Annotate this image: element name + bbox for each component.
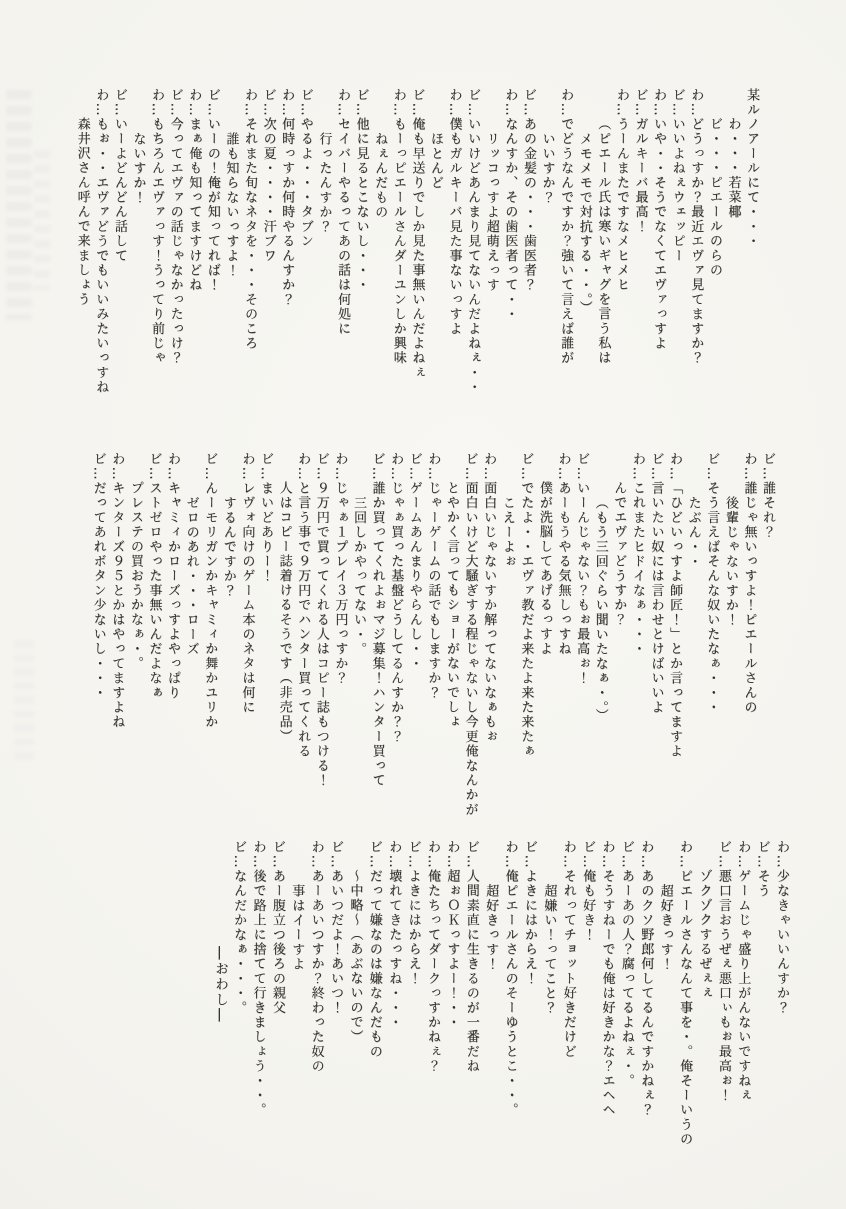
dialogue-line: （ピエール氏は寒いギャグを言う私は bbox=[595, 117, 611, 366]
dialogue-line: ビ…あの金髪の・・・歯医者？ bbox=[520, 88, 536, 293]
dialogue-line: ビ…なんだかなぁ・・・。 bbox=[231, 840, 247, 1016]
dialogue-line: ビ…ガルキーバ最高！ bbox=[632, 88, 648, 234]
dialogue-line: ビ…よきにはからえ！ bbox=[405, 840, 421, 986]
dialogue-line: 森井沢さん呼んで来ましょう bbox=[74, 117, 90, 307]
dialogue-line: わ…もぉ・・エヴァどうでもいいみたいっすね bbox=[93, 88, 109, 395]
dialogue-line: わ…あーあいつすか？終わった奴の bbox=[308, 840, 324, 1074]
dialogue-line: ないすか！ bbox=[130, 131, 146, 205]
dialogue-line: 事はイーすよ bbox=[289, 883, 305, 972]
dialogue-line: わ…「ひどいっすよ師匠！」とか言ってますよ bbox=[667, 452, 683, 759]
dialogue-line: 超好きっす！ bbox=[657, 883, 673, 972]
dialogue-line: 人はコピー誌着けるそうです（非売品） bbox=[276, 481, 292, 744]
dialogue-line: わ…じゃーゲームの話でもしますか？ bbox=[425, 452, 441, 701]
dialogue-line: わ…あーもうやる気無しっすね bbox=[555, 452, 571, 657]
dialogue-line: ビ…あー腹立つ後ろの親父 bbox=[269, 840, 285, 1016]
dialogue-line: こえーよぉ bbox=[499, 495, 515, 569]
dialogue-line: わ…そうすねーでも俺は好きかな？エヘヘ bbox=[599, 840, 615, 1118]
dialogue-line: 誰も知らないっすよ！ bbox=[223, 131, 239, 278]
dialogue-line: わ…後で路上に捨てて行きましょう・・。 bbox=[250, 840, 266, 1118]
dialogue-line: わ…じゃぁ買った基盤どうしてるんすか？？ bbox=[388, 452, 404, 744]
dialogue-line: ゾクゾクするぜぇぇ bbox=[696, 869, 712, 1001]
bleedthrough-smudge bbox=[6, 90, 32, 320]
dialogue-line: 僕が洗脳してあげるっすよ bbox=[536, 481, 552, 657]
dialogue-line: わ…レヴォ向けのゲーム本のネタは何に bbox=[239, 452, 255, 715]
dialogue-line: ビ…いいよねぇウェッピー bbox=[669, 88, 685, 264]
dialogue-line: とやかく言ってもショーがないでしょ bbox=[443, 481, 459, 730]
dialogue-line: ビ…やるよ・・・タブン bbox=[297, 88, 313, 249]
dialogue-line: わ…なんすか、その歯医者って・・ bbox=[502, 88, 518, 322]
dialogue-line: わ…あのクソ野郎何してるんですかねぇ？ bbox=[638, 840, 654, 1118]
dialogue-line: ビ…いーの！俺が知ってれば！ bbox=[204, 88, 220, 293]
dialogue-line: たぶん・・ bbox=[685, 495, 701, 569]
dialogue-line: （もう三回ぐらい聞いたなぁ・。） bbox=[592, 495, 608, 723]
dialogue-line: わ…俺ピエールさんのそーゆうとこ・・。 bbox=[502, 840, 518, 1118]
dialogue-line: ビ…俺も好き！ bbox=[580, 840, 596, 943]
dialogue-line: ビ…いーよどんどん話して bbox=[111, 88, 127, 264]
dialogue-line: わ…まぁ俺も知ってますけどね bbox=[186, 88, 202, 293]
dialogue-line: わ…でどうなんですか？強いて言えば誰が bbox=[558, 88, 574, 366]
bleedthrough-smudge bbox=[34, 150, 50, 290]
dialogue-line: わ…壊れてきたっすね・・・ bbox=[386, 840, 402, 1030]
dialogue-line: わ…ピエールさんなんて事を・。俺そーいうの bbox=[677, 840, 693, 1147]
dialogue-line: わ…それってチョット好きだけど bbox=[560, 840, 576, 1059]
dialogue-line: ほとんど bbox=[427, 131, 443, 191]
dialogue-line: ビ…いーんじゃない？もぉ最高ぉ！ bbox=[574, 452, 590, 686]
dialogue-line: ビ・・・ピエールのらの bbox=[706, 117, 722, 278]
dialogue-line: ビ…だって嫌なのは嫌なんだもの bbox=[366, 840, 382, 1059]
dialogue-line: ビ…あーあの人？腐ってるよねぇ・。 bbox=[618, 840, 634, 1089]
dialogue-line: わ…もーっピエールさんダーユンしか興味 bbox=[390, 88, 406, 366]
dialogue-line: わ…ゲームじゃ盛り上がんないですねぇ bbox=[735, 840, 751, 1103]
dialogue-line: ～中略～（あぶないので） bbox=[347, 869, 363, 1045]
dialogue-line: ビ…他に見るとこないし・・・ bbox=[353, 88, 369, 293]
dialogue-line: わ・・・若菜椰 bbox=[725, 117, 741, 220]
dialogue-line: 超好きっす！ bbox=[483, 883, 499, 972]
dialogue-line: ビ…誰それ？ bbox=[760, 452, 775, 540]
dialogue-line: メモメモで対抗する・・。） bbox=[576, 131, 592, 316]
dialogue-line: んでエヴァどうすか？ bbox=[611, 481, 627, 628]
dialogue-line: ビ…んーモリガンかキャミィか舞かユリか bbox=[202, 452, 218, 730]
dialogue-line: わ…何時っすか何時やるんすか？ bbox=[279, 88, 295, 307]
dialogue-line: ビ…９万円で買ってくれる人はコピー誌もつける！ bbox=[313, 452, 329, 788]
dialogue-line: リッコっすよ超萌えっす bbox=[483, 131, 499, 293]
dialogue-line: ゼロのあれ・・・ローズ bbox=[183, 495, 199, 657]
dialogue-line: ビ…ストゼロやった事無いんだよなぁ bbox=[146, 452, 162, 701]
dialogue-line: ビ…悪口言おうぜぇ悪口ぃもぉ最高ぉ！ bbox=[715, 840, 731, 1103]
dialogue-line: わ…俺たちってダークっすかねぇ？ bbox=[424, 840, 440, 1074]
dialogue-line: ビ…あいつだよ！あいつ！ bbox=[328, 840, 344, 1016]
dialogue-block-bottom bbox=[226, 840, 788, 1204]
dialogue-line: わ…超ぉＯＫっすよー！・・ bbox=[444, 840, 460, 1030]
dialogue-line: プレステの買おうかなぁ・。 bbox=[127, 481, 143, 671]
dialogue-line: ビ…俺も早送りでしか見た事無いんだよねぇ bbox=[409, 88, 425, 380]
dialogue-line: わ…キャミィかローズっすよやっぱり bbox=[165, 452, 180, 701]
dialogue-block-middle bbox=[86, 452, 774, 856]
dialogue-line: わ…それまた旬なネタを・・・そのころ bbox=[241, 88, 257, 351]
dialogue-line: わ…いや・・そうでなくてエヴァっすよ bbox=[651, 88, 667, 351]
dialogue-line: わ…うーんまたですなメヒメヒ bbox=[613, 88, 629, 293]
dialogue-line: ビ…人間素直に生きるのが一番だね bbox=[463, 840, 479, 1074]
dialogue-line: わ…どうっすか？最近エヴァ見てますか？ bbox=[688, 88, 704, 366]
dialogue-line: ビ…ゲームあんまりやらんし・・ bbox=[406, 452, 422, 671]
dialogue-line: わ…少なきゃいいんすか？ bbox=[774, 840, 789, 1016]
dialogue-line: 行ったんすか？ bbox=[316, 131, 332, 234]
dialogue-line: わ…じゃぁ１プレイ３万円っすか？ bbox=[332, 452, 348, 686]
dialogue-line: するんですか？ bbox=[220, 495, 236, 598]
dialogue-line: ビ…そう bbox=[754, 840, 770, 899]
dialogue-line: わ…面白いじゃないすか解ってないなぁもぉ bbox=[481, 452, 497, 744]
dialogue-line: ビ…次の夏・・・・汗ブワ bbox=[260, 88, 276, 264]
dialogue-line: 三回しかやってない・。 bbox=[350, 495, 366, 657]
dialogue-line: ビ…だってあれボタン少ないし・・・ bbox=[90, 452, 106, 701]
dialogue-line: 超嫌い！ってこと？ bbox=[541, 883, 557, 1016]
bleedthrough-smudge bbox=[14, 640, 34, 760]
dialogue-line: 某ルノアールにて・・・ bbox=[744, 88, 759, 249]
dialogue-line: ビ…面白いけど大騒ぎする程じゃないし今更俺なんかが bbox=[462, 452, 478, 817]
dialogue-line: わ…キンターズ９５とかはやってますよね bbox=[109, 452, 125, 730]
dialogue-line: 後輩じゃないすか！ bbox=[722, 495, 738, 628]
dialogue-line: いいすか？ bbox=[539, 131, 555, 205]
dialogue-line: ビ…いいけどあんまり見てないんだよねぇ・・ bbox=[465, 88, 481, 395]
dialogue-line: わ…誰じゃ無いっすよ！ピエールさんの bbox=[741, 452, 757, 715]
dialogue-line: わ…もちろんエヴァっす！うってり前じゃ bbox=[149, 88, 164, 366]
dialogue-line: ねぇんだもの bbox=[372, 131, 388, 220]
dialogue-line: わ…これまたヒドイなぁ・・・ bbox=[629, 452, 645, 657]
sign-off-owashi: ―おわし― bbox=[212, 946, 228, 1024]
dialogue-line: わ…セイバーやるってあの話は何処に bbox=[334, 88, 350, 337]
dialogue-line: ビ…よきにはからえ！ bbox=[521, 840, 537, 986]
dialogue-line: ビ…言いたい奴には言わせとけばいいよ bbox=[648, 452, 664, 715]
dialogue-line: わ…と言う事で９万円でハンター買ってくれる bbox=[295, 452, 311, 759]
dialogue-line: ビ…でたよ・・エヴァ教だよ来たよ来た来たぁ bbox=[518, 452, 534, 759]
dialogue-line: ビ…今ってエヴァの話じゃなかったっけ？ bbox=[167, 88, 183, 366]
dialogue-line: ビ…誰か買ってくれよぉマジ募集！ハンター買って bbox=[369, 452, 385, 788]
dialogue-line: ビ…まいどありー！ bbox=[257, 452, 273, 584]
dialogue-block-top bbox=[70, 88, 758, 470]
dialogue-line: わ…僕もガルキーバ見た事ないっすよ bbox=[446, 88, 462, 337]
dialogue-line: ビ…そう言えばそんな奴いたなぁ・・・ bbox=[704, 452, 720, 715]
